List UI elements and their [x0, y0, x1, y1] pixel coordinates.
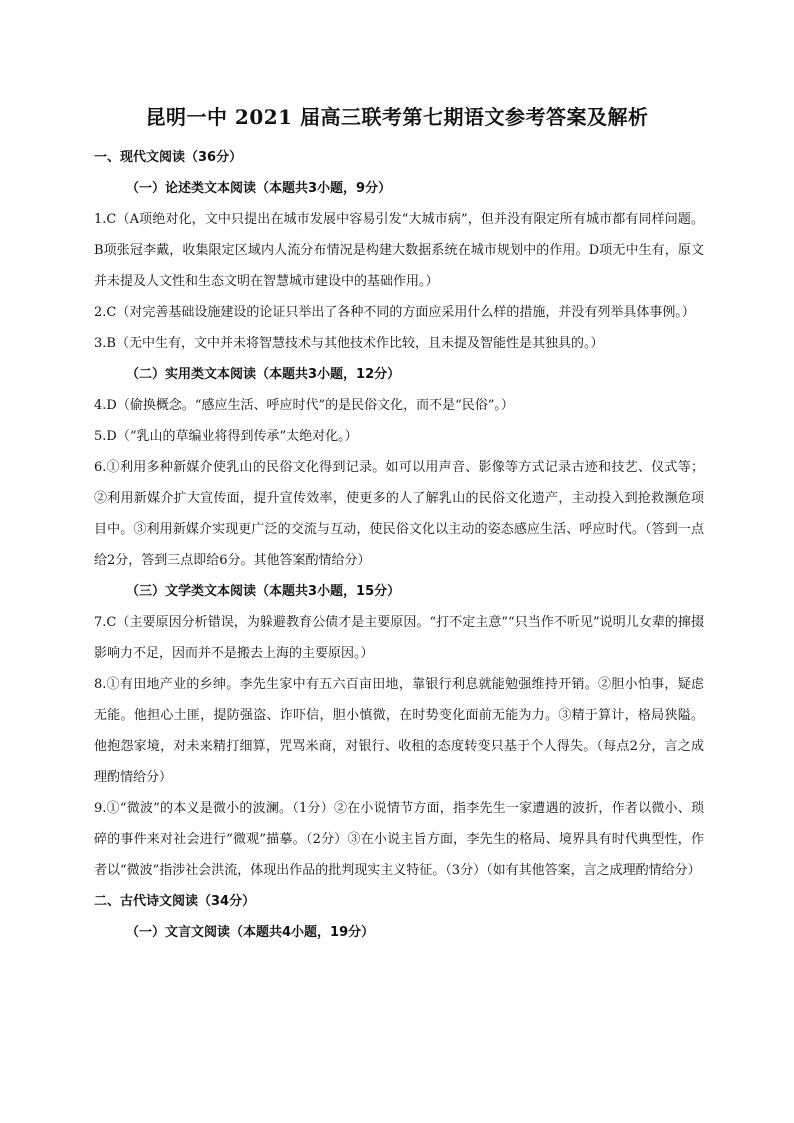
answer-item-8: 8.①有田地产业的乡绅。李先生家中有五六百亩田地，靠银行利息就能勉强维持开销。②胆小怕事，疑虑无能。他担心土匪，提防强盗、诈吓信，胆小慎微，在时势变化面前无能为力。③精于算计，格局狭隘。他抱怨家境，对未来精打细算，咒骂米商，对银行、收租的态度转变只基于个人得失。（每点2分，言之成理酌情给分）: [94, 677, 704, 785]
answer-item-1: 1.C（A项绝对化，文中只提出在城市发展中容易引发“大城市病”，但并没有限定所有城市都有同样问题。B项张冠李戴，收集限定区域内人流分布情况是构建大数据系统在城市规划中的作用。D项无中生有，原文并未提及人文性和生态文明在智慧城市建设中的基础作用。）: [94, 212, 704, 289]
answer-item-3: 3.B（无中生有，文中并未将智慧技术与其他技术作比较，且未提及智能性是其独具的。）: [94, 336, 604, 351]
section-heading-modern-reading: 一、现代文阅读（36分）: [94, 150, 243, 165]
subsection-heading-argumentative: （一）论述类文本阅读（本题共3小题，9分）: [126, 181, 392, 196]
document-body: [94, 142, 704, 948]
answer-item-5: 5.D（“乳山的草编业将得到传承”太绝对化。）: [94, 429, 358, 444]
answer-item-4: 4.D（偷换概念。“感应生活、呼应时代”的是民俗文化，而不是“民俗”。）: [94, 398, 514, 413]
section-heading-classical-reading: 二、古代诗文阅读（34分）: [94, 894, 256, 909]
answer-item-6: 6.①利用多种新媒介使乳山的民俗文化得到记录。如可以用声音、影像等方式记录古迹和技艺、仪式等；②利用新媒介扩大宣传面，提升宣传效率，使更多的人了解乳山的民俗文化遗产，主动投入到抢救濒危项目中。③利用新媒介实现更广泛的交流与互动，使民俗文化以主动的姿态感应生活、呼应时代。（答到一点给2分，答到三点即给6分。其他答案酌情给分）: [94, 460, 704, 568]
subsection-heading-literary: （三）文学类文本阅读（本题共3小题，15分）: [126, 584, 401, 599]
document-title: 昆明一中 2021 届高三联考第七期语文参考答案及解析: [145, 105, 649, 129]
subsection-heading-practical: （二）实用类文本阅读（本题共3小题，12分）: [126, 367, 401, 382]
subsection-heading-classical-prose: （一）文言文阅读（本题共4小题，19分）: [126, 925, 375, 940]
answer-item-9: 9.①“微波”的本义是微小的波澜。（1分）②在小说情节方面，指李先生一家遭遇的波折，作者以微小、琐碎的事件来对社会进行“微观”描摹。（2分）③在小说主旨方面，李先生的格局、境界具有时代典型性，作者以“微波”指涉社会洪流，体现出作品的批判现实主义特征。（3分）（如有其他答案，言之成理酌情给分）: [94, 801, 704, 878]
answer-item-2: 2.C（对完善基础设施建设的论证只举出了各种不同的方面应采用什么样的措施，并没有列举具体事例。）: [94, 305, 695, 320]
answer-item-7: 7.C（主要原因分析错误，为躲避教育公债才是主要原因。“打不定主意”“只当作不听见”说明儿女辈的撺掇影响力不足，因而并不是搬去上海的主要原因。）: [94, 615, 704, 661]
